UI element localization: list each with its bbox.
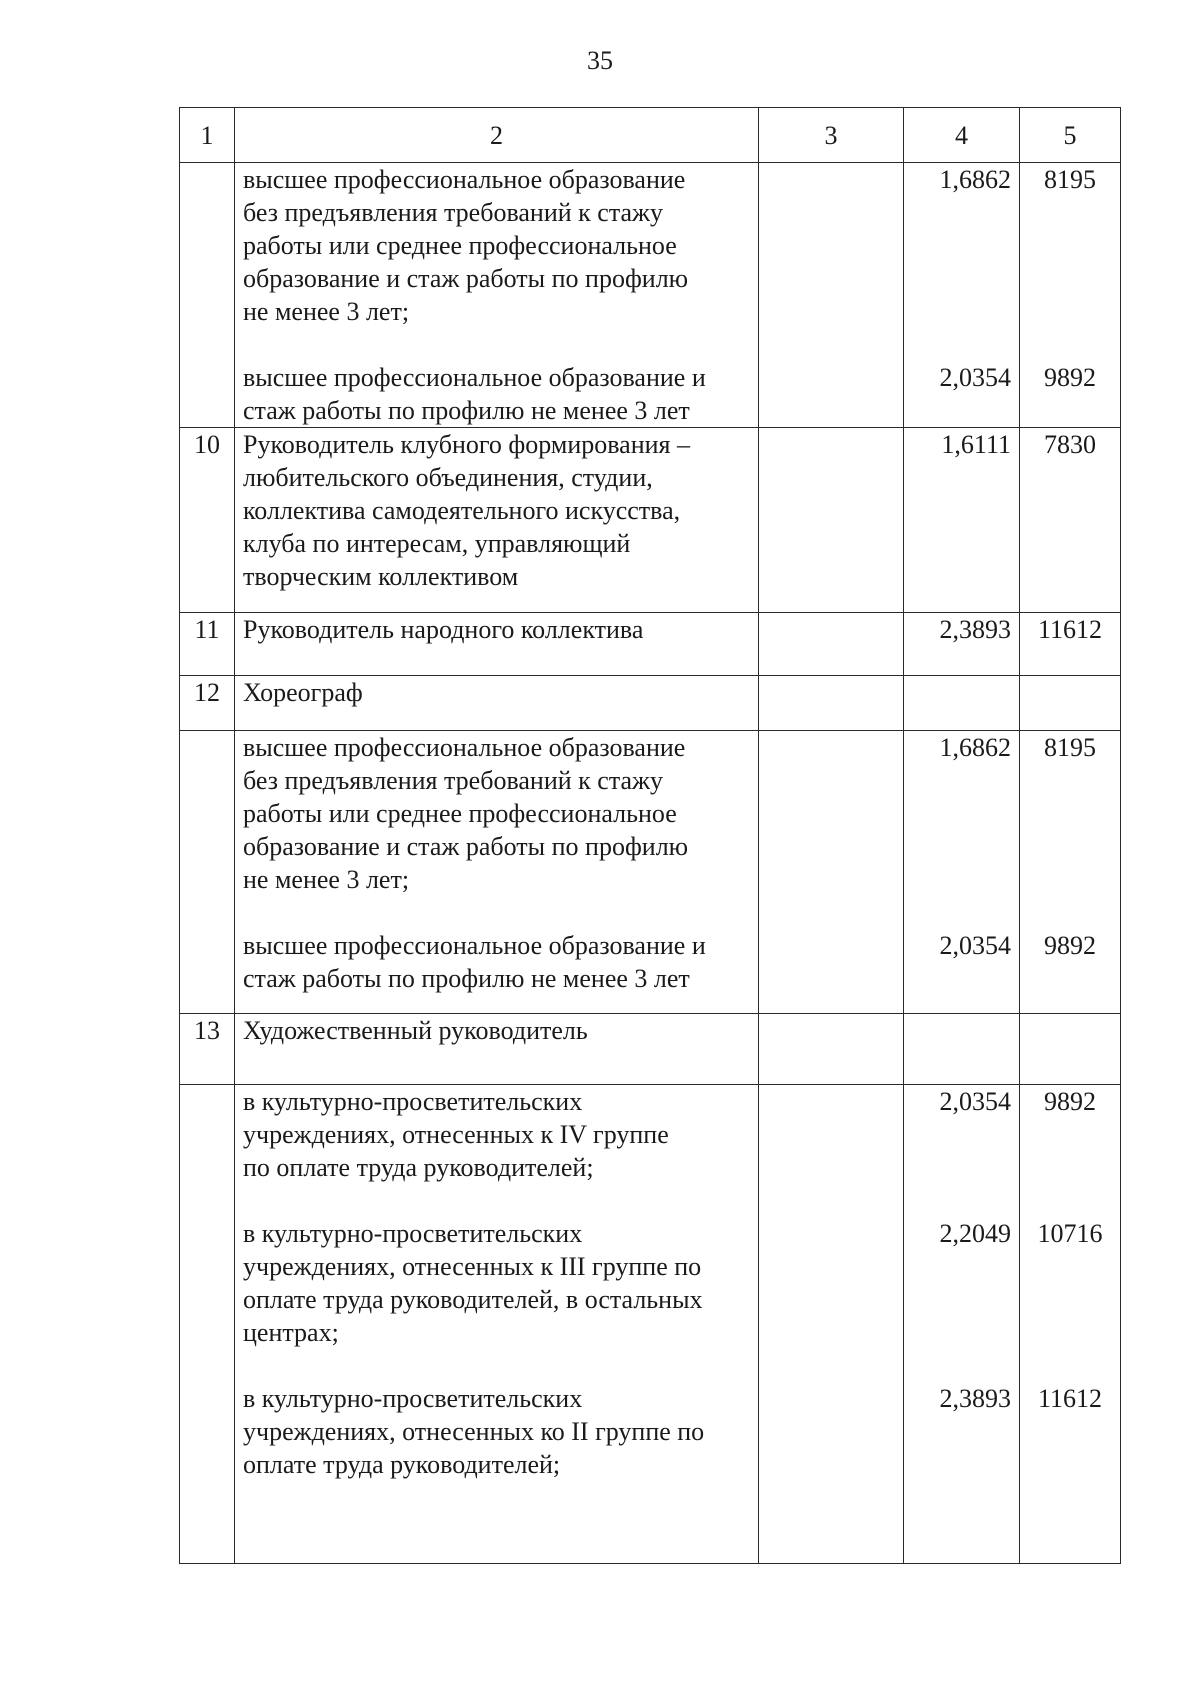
text-line: коллектива самодеятельного искусства, [243, 496, 681, 525]
coefficient-cell [904, 1085, 1020, 1564]
text-line: оплате труда руководителей; [243, 1450, 561, 1479]
table-row [180, 428, 1121, 613]
coefficient-value: 1,6862 [939, 165, 1011, 194]
text-line: высшее профессиональное образование [243, 165, 686, 194]
coefficient-value: 2,3893 [939, 1384, 1011, 1413]
coefficient-cell [904, 428, 1020, 613]
empty-cell [759, 613, 904, 676]
text-line: учреждениях, отнесенных к III группе по [243, 1252, 702, 1281]
rate-value: 8195 [1044, 733, 1096, 762]
row-number [180, 163, 235, 428]
coefficient-value: 1,6862 [939, 733, 1011, 762]
row-description [235, 163, 759, 428]
coefficient-value: 2,2049 [939, 1219, 1011, 1248]
text-line: любительского объединения, студии, [243, 463, 653, 492]
text-line: в культурно-просветительских [243, 1219, 583, 1248]
table-row [180, 676, 1121, 731]
table-header-row [180, 108, 1121, 163]
text-line: высшее профессиональное образование [243, 733, 686, 762]
empty-cell [759, 428, 904, 613]
text-line: не менее 3 лет; [243, 297, 410, 326]
text-line: образование и стаж работы по профилю [243, 264, 689, 293]
row-description [235, 428, 759, 613]
empty-cell [759, 676, 904, 731]
coefficient-cell [904, 731, 1020, 1014]
row-number-continuation [180, 1085, 235, 1564]
text-line: без предъявления требований к стажу [243, 198, 664, 227]
rate-value: 9892 [1044, 363, 1096, 392]
coefficient-value: 2,0354 [939, 1087, 1011, 1116]
rate-value: 10716 [1037, 1219, 1103, 1248]
rate-value: 9892 [1044, 1087, 1096, 1116]
header-cell-4: 4 [904, 108, 1020, 163]
coefficient-cell [904, 613, 1020, 676]
row-title [235, 1014, 759, 1085]
empty-cell [759, 1014, 904, 1085]
row-number: 13 [180, 1014, 235, 1085]
text-line: высшее профессиональное образование и [243, 363, 706, 392]
coefficient-value: 1,6111 [941, 430, 1011, 459]
text-line: оплате труда руководителей, в остальных [243, 1285, 703, 1314]
table-row [180, 1014, 1121, 1085]
text-line: работы или среднее профессиональное [243, 231, 677, 260]
coefficient-cell [904, 163, 1020, 428]
text-line: центрах; [243, 1318, 339, 1347]
table-row [180, 731, 1121, 1014]
rate-cell [1020, 613, 1121, 676]
coefficient-value: 2,3893 [939, 615, 1011, 644]
rate-cell [1020, 1085, 1121, 1564]
text-line: учреждениях, отнесенных к IV группе [243, 1120, 669, 1149]
header-cell-2: 2 [235, 108, 759, 163]
text-line: в культурно-просветительских [243, 1087, 583, 1116]
text-line: Руководитель клубного формирования – [243, 430, 691, 459]
header-cell-5: 5 [1020, 108, 1121, 163]
text-line: стаж работы по профилю не менее 3 лет [243, 396, 690, 425]
rates-table [179, 107, 1121, 1564]
rate-cell [1020, 731, 1121, 1014]
header-cell-3: 3 [759, 108, 904, 163]
text-line: высшее профессиональное образование и [243, 931, 706, 960]
text-line: без предъявления требований к стажу [243, 766, 664, 795]
rate-value: 9892 [1044, 931, 1096, 960]
text-line: образование и стаж работы по профилю [243, 832, 689, 861]
row-description [235, 1085, 759, 1564]
text-line: клуба по интересам, управляющий [243, 529, 631, 558]
empty-cell [759, 1085, 904, 1564]
empty-cell [759, 163, 904, 428]
row-number: 11 [180, 613, 235, 676]
text-line: Художественный руководитель [243, 1016, 588, 1045]
row-number-continuation [180, 731, 235, 1014]
text-line: стаж работы по профилю не менее 3 лет [243, 964, 690, 993]
table-row [180, 163, 1121, 428]
header-cell-1: 1 [180, 108, 235, 163]
row-description [235, 613, 759, 676]
coefficient-value: 2,0354 [939, 363, 1011, 392]
row-number: 12 [180, 676, 235, 731]
rate-cell [1020, 428, 1121, 613]
rate-value: 8195 [1044, 165, 1096, 194]
rate-cell [1020, 163, 1121, 428]
row-number: 10 [180, 428, 235, 613]
text-line: работы или среднее профессиональное [243, 799, 677, 828]
table-row [180, 1085, 1121, 1564]
row-title [235, 676, 759, 731]
row-description [235, 731, 759, 1014]
rate-value: 11612 [1037, 1384, 1103, 1413]
text-line: Руководитель народного коллектива [243, 615, 644, 644]
coefficient-value: 2,0354 [939, 931, 1011, 960]
empty-cell [1020, 1014, 1121, 1085]
rate-value: 7830 [1044, 430, 1096, 459]
text-line: в культурно-просветительских [243, 1384, 583, 1413]
table-row [180, 613, 1121, 676]
text-line: не менее 3 лет; [243, 865, 410, 894]
text-line: творческим коллективом [243, 562, 519, 591]
page-number: 35 [587, 46, 613, 75]
empty-cell [904, 676, 1020, 731]
text-line: учреждениях, отнесенных ко II группе по [243, 1417, 705, 1446]
rate-value: 11612 [1037, 615, 1103, 644]
text-line: Хореограф [243, 678, 363, 707]
empty-cell [759, 731, 904, 1014]
empty-cell [1020, 676, 1121, 731]
text-line: по оплате труда руководителей; [243, 1153, 594, 1182]
empty-cell [904, 1014, 1020, 1085]
